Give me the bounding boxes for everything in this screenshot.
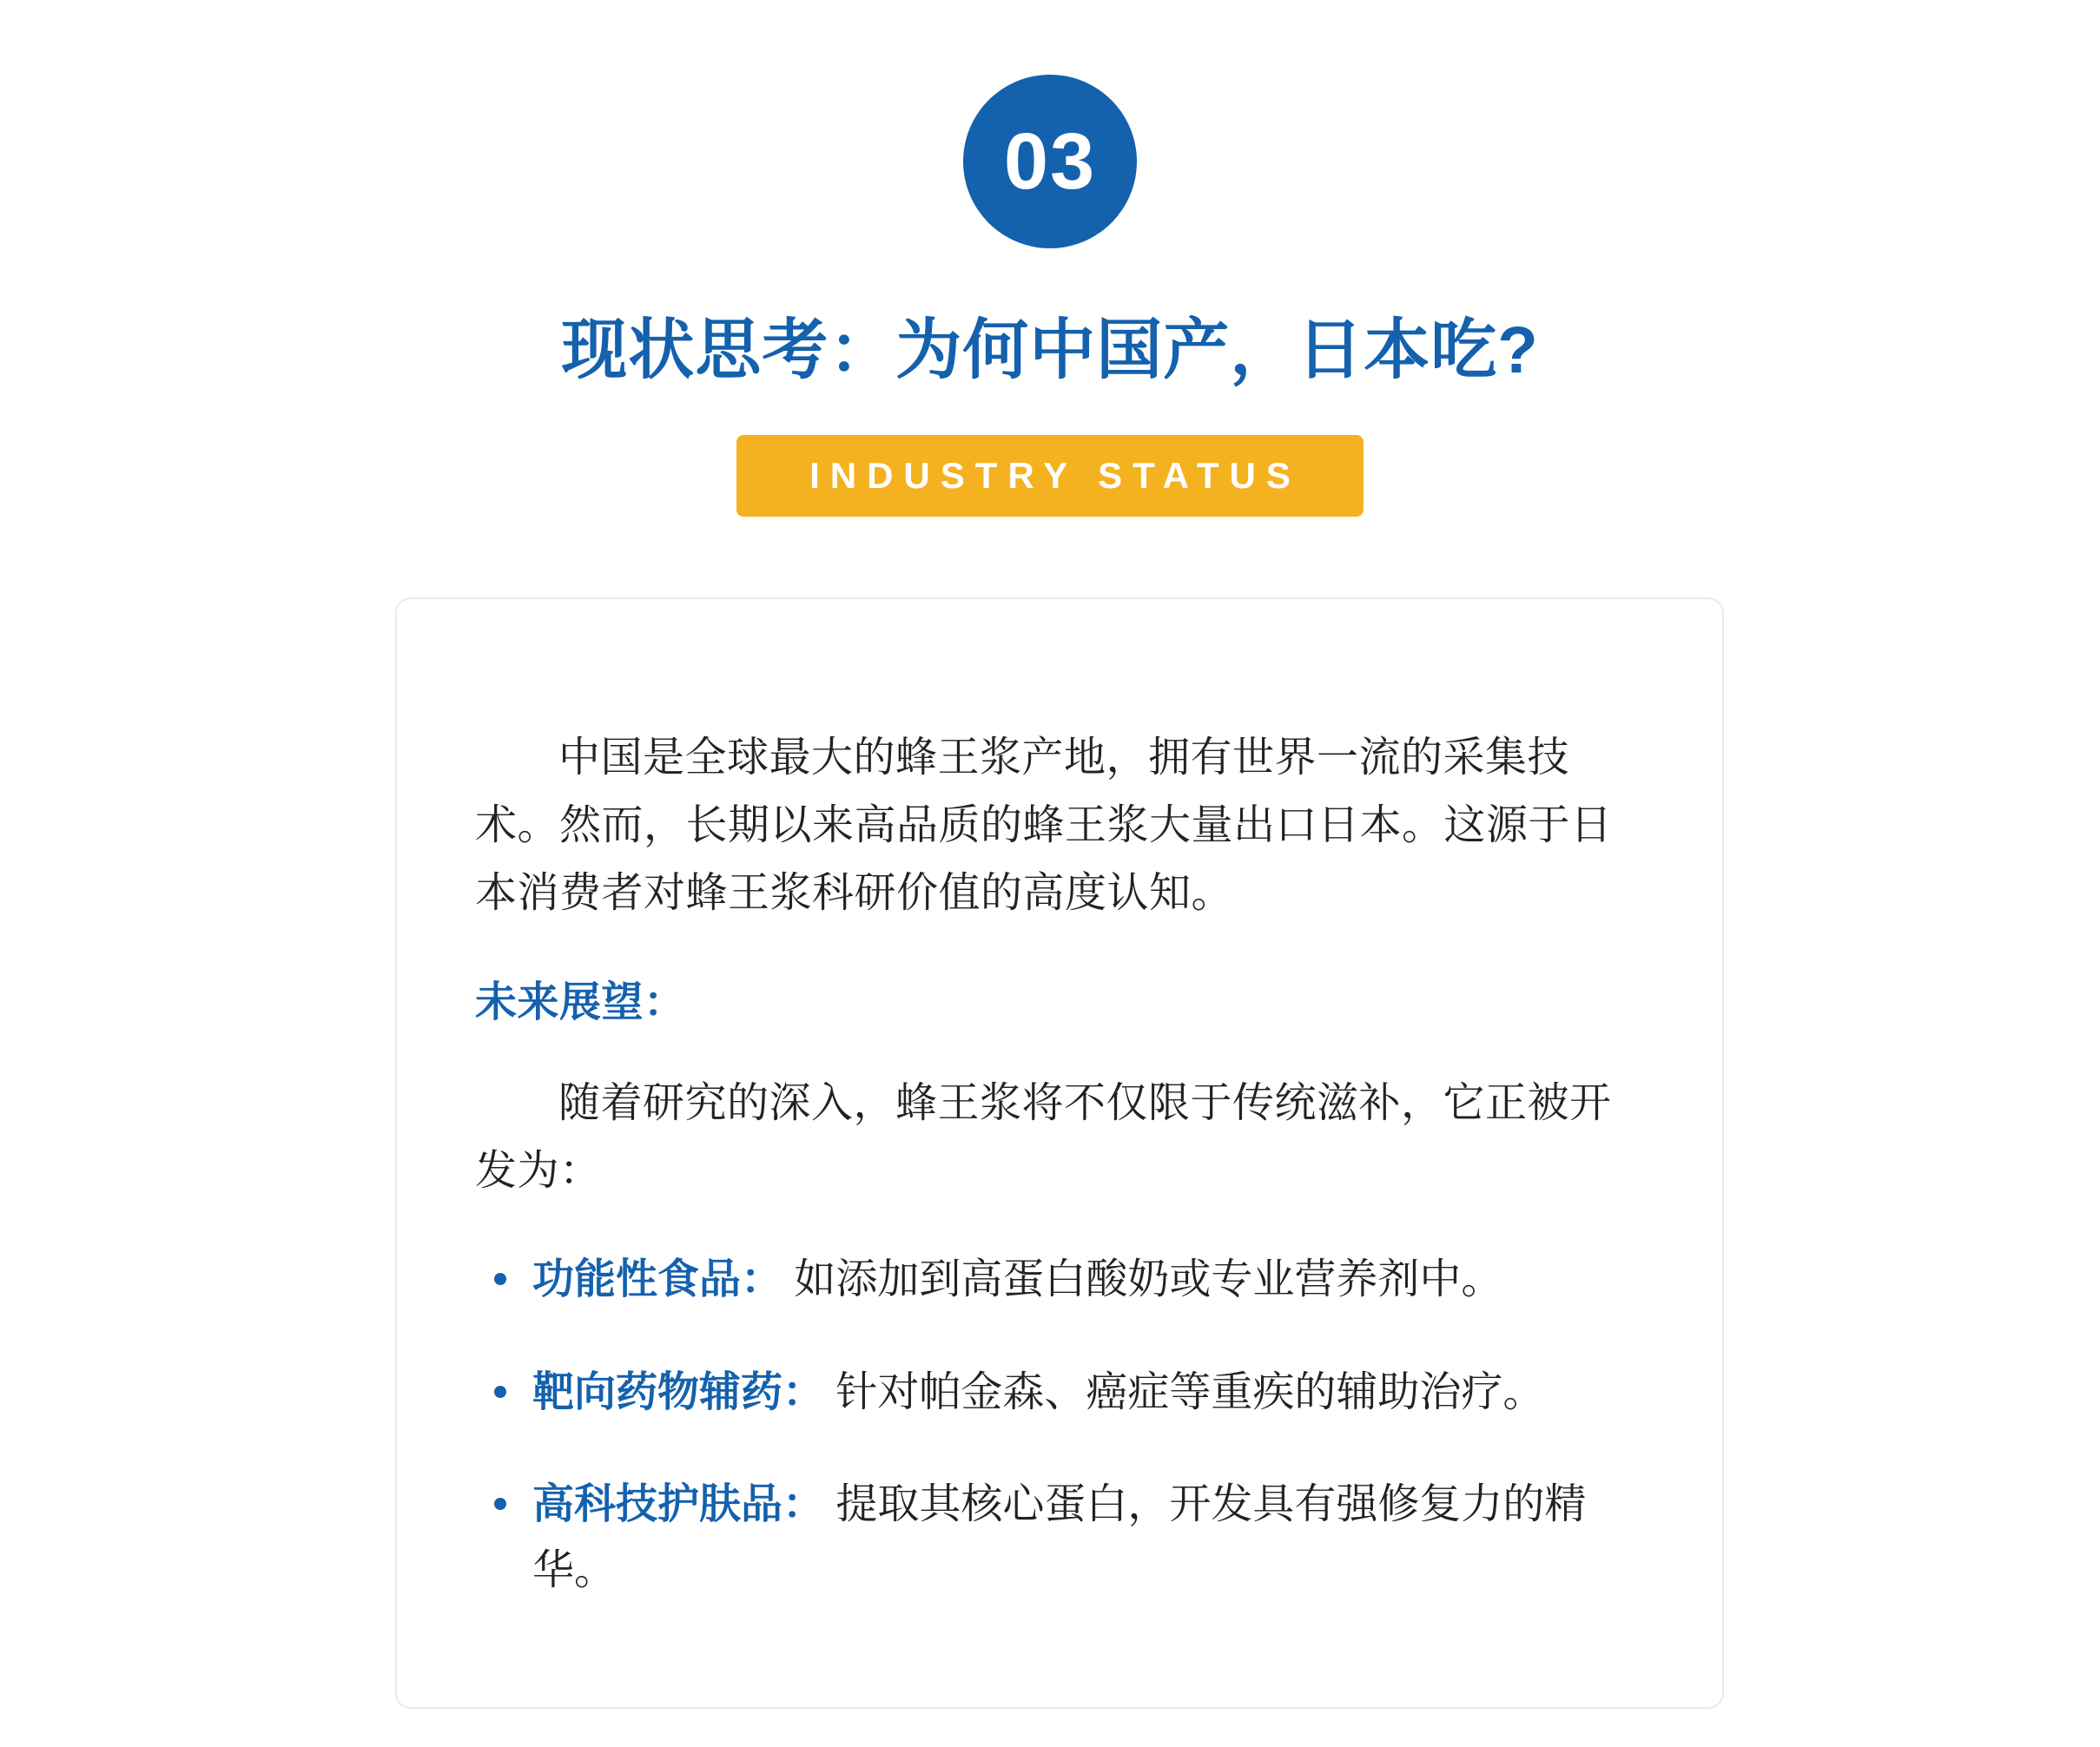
bullet-dot-icon (494, 1273, 506, 1285)
section-number-badge: 03 (963, 75, 1137, 248)
tagline-wrap (0, 435, 2100, 517)
bullet-term: 功能性食品： (532, 1256, 783, 1302)
bullet-term: 靶向药物辅药： (532, 1368, 825, 1415)
list-item (475, 1360, 1635, 1426)
paragraph-intro: 中国是全球最大的蜂王浆产地，拥有世界一流的采集技术。然而，长期以来高品质的蜂王浆大量出口日本。这源于日本消费者对蜂王浆科研价值的高度认知。 (475, 735, 1613, 916)
tagline-badge: INDUSTRY STATUS (736, 435, 1364, 517)
content-card (395, 597, 1724, 1709)
bullet-list (475, 1247, 1635, 1604)
bullet-desc: 提取其核心蛋白，开发具有强修复力的精华。 (532, 1481, 1587, 1594)
bullet-desc: 针对帕金森、癌症等重疾的辅助治疗。 (835, 1368, 1545, 1415)
bullet-dot-icon (494, 1386, 506, 1398)
page-title: 现状思考：为何中国产，日本吃? (561, 313, 1539, 387)
section-number-wrap (0, 75, 2100, 248)
subheading-outlook: 未来展望： (475, 979, 686, 1026)
paragraph-outlook: 随着研究的深入，蜂王浆将不仅限于传统滋补，它正被开发为： (475, 1080, 1612, 1194)
bullet-dot-icon (494, 1498, 506, 1510)
bullet-term: 高科技护肤品： (532, 1481, 825, 1528)
list-item (475, 1472, 1635, 1604)
bullet-desc: 如添加到高蛋白酸奶或专业营养剂中。 (794, 1256, 1503, 1302)
list-item (475, 1247, 1635, 1313)
